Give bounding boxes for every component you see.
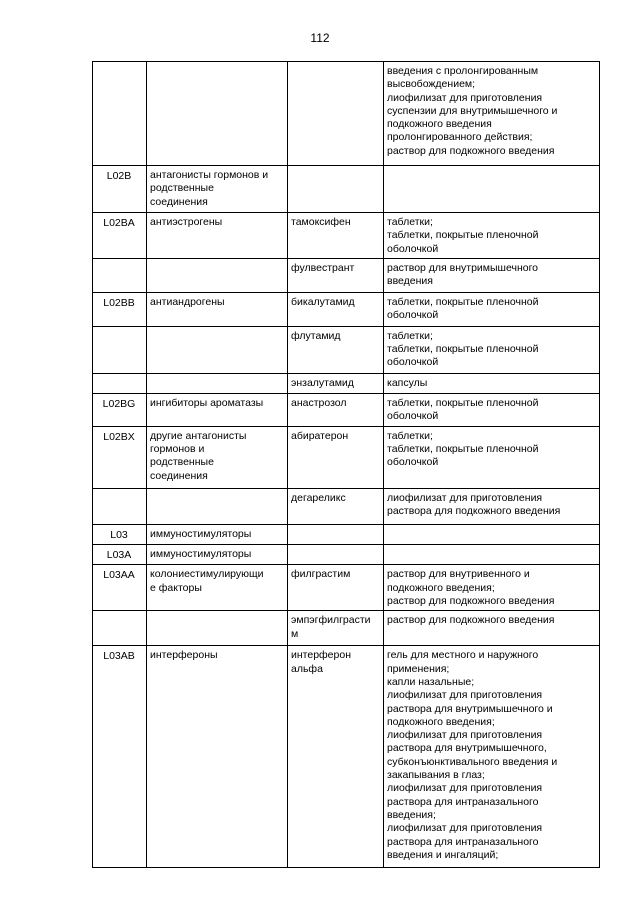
cell-text-line: таблетки; [387, 329, 433, 342]
group-name-cell [147, 62, 288, 166]
group-name-cell [147, 646, 288, 868]
cell-text-line: бикалутамид [291, 295, 355, 308]
table-row [93, 426, 600, 488]
drug-name-cell [288, 166, 384, 213]
cell-text-line: е факторы [150, 581, 202, 594]
dosage-form-cell [384, 326, 600, 373]
dosage-form-cell [384, 646, 600, 868]
drug-name-cell [288, 258, 384, 292]
cell-text-line: подкожного введения [387, 118, 492, 131]
cell-text-line: введения с пролонгированным [387, 65, 539, 77]
group-name-cell [147, 524, 288, 544]
table-row [93, 292, 600, 326]
atc-code-cell: L03AB [93, 646, 147, 868]
dosage-form-cell [384, 488, 600, 524]
cell-text-line: введения; [387, 808, 436, 821]
cell-text-line: раствора для внутримышечного, [387, 742, 547, 755]
table-row [93, 393, 600, 426]
cell-text-line: таблетки, покрытые пленочной [387, 343, 539, 356]
table-row [93, 166, 600, 213]
cell-text-line: лиофилизат для приготовления [387, 689, 543, 702]
table-row [93, 326, 600, 373]
drug-name-cell [288, 326, 384, 373]
atc-code-cell [93, 488, 147, 524]
table-row [93, 545, 600, 565]
cell-text-line: закапывания в глаз; [387, 769, 485, 782]
cell-text-line: раствора для интраназального [387, 835, 539, 848]
cell-text-line: иммуностимуляторы [150, 548, 252, 561]
atc-code-cell [93, 373, 147, 393]
dosage-form-cell [384, 213, 600, 259]
atc-code-cell: L02BG [93, 393, 147, 426]
cell-text-line: антагонисты гормонов и [150, 169, 269, 181]
cell-text-line: иммуностимуляторы [150, 527, 252, 540]
drug-name-cell [288, 393, 384, 426]
cell-text-line: интерфероны [150, 649, 218, 662]
cell-text-line: раствор для подкожного введения [387, 614, 555, 627]
group-name-cell [147, 292, 288, 326]
cell-text-line: таблетки; [387, 216, 433, 228]
cell-text-line: соединения [150, 469, 208, 482]
cell-text-line: лиофилизат для приготовления [387, 822, 543, 835]
drug-name-cell [288, 611, 384, 646]
group-name-cell [147, 326, 288, 373]
cell-text-line: лиофилизат для приготовления [387, 491, 543, 504]
cell-text-line: родственные [150, 182, 214, 195]
cell-text-line: альфа [291, 662, 323, 675]
cell-text-line: таблетки; [387, 429, 433, 442]
cell-text-line: подкожного введения; [387, 581, 495, 594]
cell-text-line: другие антагонисты [150, 429, 247, 442]
cell-text-line: дегареликс [291, 491, 346, 504]
drug-name-cell [288, 646, 384, 868]
atc-code-cell [93, 258, 147, 292]
group-name-cell [147, 213, 288, 259]
cell-text-line: оболочкой [387, 456, 439, 469]
cell-text-line: раствора для подкожного введения [387, 505, 561, 518]
cell-text-line: ингибиторы ароматазы [150, 396, 264, 409]
cell-text-line: подкожного введения; [387, 715, 495, 728]
group-name-cell [147, 426, 288, 488]
cell-text-line: лиофилизат для приготовления [387, 91, 543, 104]
cell-text-line: оболочкой [387, 309, 439, 322]
atc-code-cell [93, 62, 147, 166]
table-row [93, 373, 600, 393]
drug-name-cell [288, 62, 384, 166]
drug-name-cell [288, 213, 384, 259]
dosage-form-cell [384, 258, 600, 292]
atc-code-cell: L03AA [93, 565, 147, 611]
dosage-form-cell [384, 62, 600, 166]
drug-name-cell [288, 545, 384, 565]
group-name-cell [147, 373, 288, 393]
cell-text-line: раствор для внутривенного и [387, 568, 530, 581]
cell-text-line: раствор для подкожного введения [387, 144, 555, 157]
cell-text-line: раствор для подкожного введения [387, 595, 555, 608]
cell-text-line: капли назальные; [387, 675, 475, 688]
table-row [93, 213, 600, 259]
cell-text-line: абиратерон [291, 429, 349, 442]
dosage-form-cell [384, 524, 600, 544]
cell-text-line: фулвестрант [291, 261, 355, 274]
dosage-form-cell [384, 426, 600, 488]
cell-text-line: лиофилизат для приготовления [387, 729, 543, 742]
table-row [93, 524, 600, 544]
table-row [93, 488, 600, 524]
cell-text-line: высвобождением; [387, 78, 476, 91]
cell-text-line: флутамид [291, 329, 341, 342]
cell-text-line: таблетки, покрытые пленочной [387, 229, 539, 242]
cell-text-line: м [291, 627, 299, 640]
dosage-form-cell [384, 166, 600, 213]
atc-code-cell: L02BB [93, 292, 147, 326]
atc-code-cell: L02B [93, 166, 147, 213]
cell-text-line: антиэстрогены [150, 216, 223, 228]
dosage-form-cell [384, 373, 600, 393]
atc-code-cell [93, 611, 147, 646]
drug-name-cell [288, 373, 384, 393]
atc-code-cell: L02BA [93, 213, 147, 259]
atc-code-cell: L02BX [93, 426, 147, 488]
group-name-cell [147, 611, 288, 646]
cell-text-line: антиандрогены [150, 295, 225, 308]
cell-text-line: филграстим [291, 568, 351, 581]
cell-text-line: капсулы [387, 376, 428, 389]
cell-text-line: таблетки, покрытые пленочной [387, 295, 539, 308]
cell-text-line: энзалутамид [291, 376, 354, 389]
cell-text-line: гель для местного и наружного [387, 649, 539, 662]
cell-text-line: анастрозол [291, 396, 347, 409]
cell-text-line: раствора для внутримышечного и [387, 702, 553, 715]
cell-text-line: введения и ингаляций; [387, 848, 499, 861]
atc-code-cell [93, 326, 147, 373]
page-number: 112 [310, 31, 330, 45]
cell-text-line: оболочкой [387, 242, 439, 255]
group-name-cell [147, 488, 288, 524]
cell-text-line: лиофилизат для приготовления [387, 782, 543, 795]
dosage-form-cell [384, 565, 600, 611]
drug-table [92, 61, 600, 868]
atc-code-cell: L03A [93, 545, 147, 565]
cell-text-line: оболочкой [387, 410, 439, 423]
cell-text-line: таблетки, покрытые пленочной [387, 443, 539, 456]
table-row [93, 565, 600, 611]
dosage-form-cell [384, 545, 600, 565]
cell-text-line: раствора для интраназального [387, 795, 539, 808]
cell-text-line: соединения [150, 195, 208, 208]
table-row [93, 258, 600, 292]
cell-text-line: пролонгированного действия; [387, 131, 533, 144]
dosage-form-cell [384, 292, 600, 326]
cell-text-line: применения; [387, 662, 450, 675]
table-row [93, 62, 600, 166]
drug-name-cell [288, 488, 384, 524]
table-row [93, 611, 600, 646]
cell-text-line: оболочкой [387, 356, 439, 369]
cell-text-line: родственные [150, 456, 214, 469]
group-name-cell [147, 545, 288, 565]
dosage-form-cell [384, 611, 600, 646]
cell-text-line: введения [387, 275, 433, 288]
cell-text-line: раствор для внутримышечного [387, 261, 539, 274]
drug-name-cell [288, 524, 384, 544]
cell-text-line: эмпэгфилграсти [291, 614, 371, 627]
group-name-cell [147, 166, 288, 213]
group-name-cell [147, 393, 288, 426]
dosage-form-cell [384, 393, 600, 426]
drug-name-cell [288, 565, 384, 611]
cell-text-line: суспензии для внутримышечного и [387, 104, 558, 117]
cell-text-line: тамоксифен [291, 216, 351, 228]
cell-text-line: интерферон [291, 649, 351, 662]
cell-text-line: колониестимулирующи [150, 568, 264, 581]
group-name-cell [147, 258, 288, 292]
cell-text-line: таблетки, покрытые пленочной [387, 396, 539, 409]
cell-text-line: субконъюнктивального введения и [387, 755, 558, 768]
drug-name-cell [288, 426, 384, 488]
table-row [93, 646, 600, 868]
group-name-cell [147, 565, 288, 611]
cell-text-line: гормонов и [150, 443, 205, 456]
drug-name-cell [288, 292, 384, 326]
atc-code-cell: L03 [93, 524, 147, 544]
